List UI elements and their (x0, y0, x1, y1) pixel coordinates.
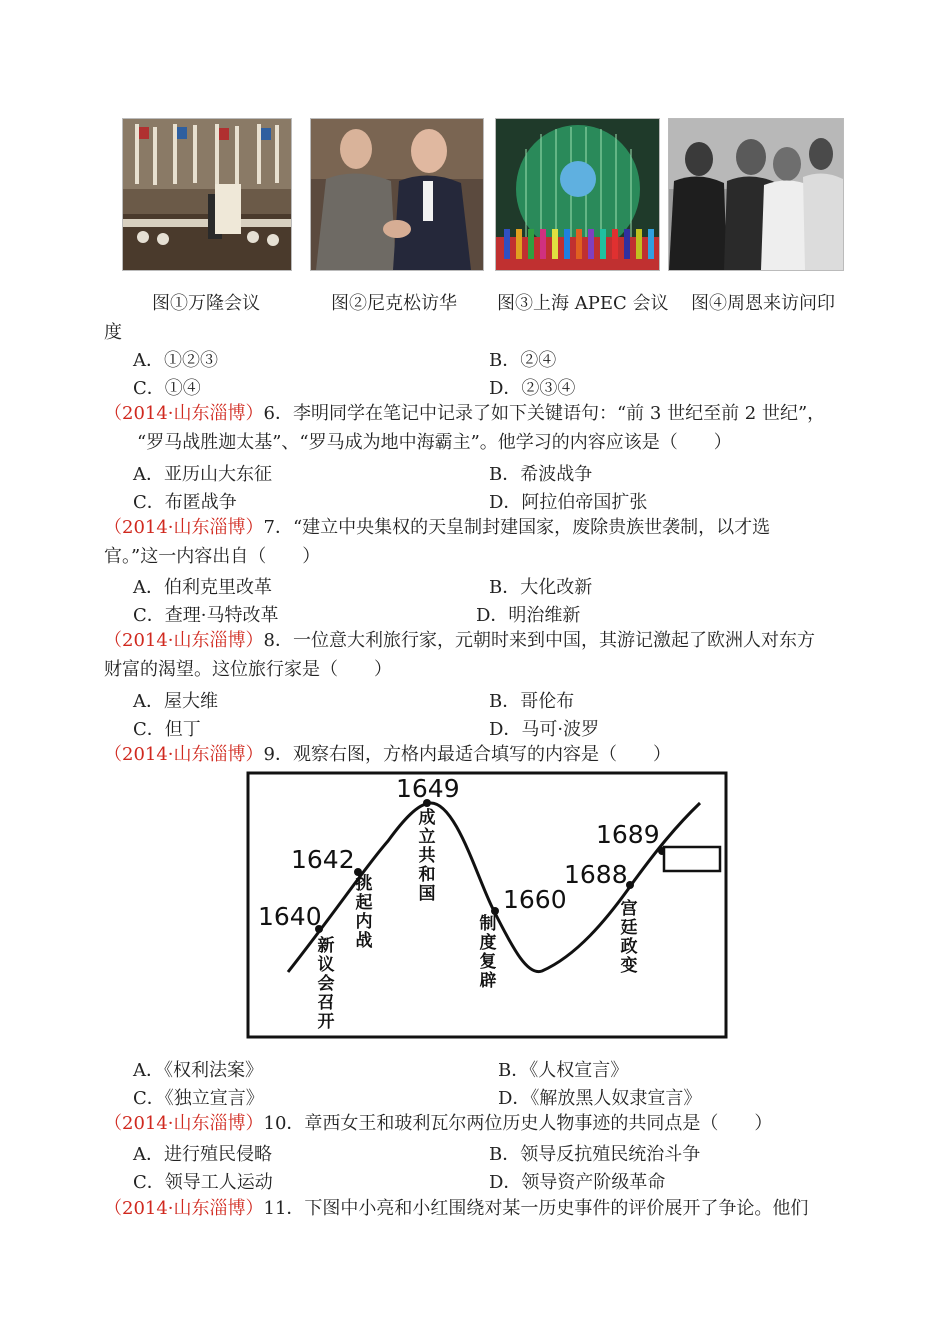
event-1660-char-1: 制 (479, 914, 497, 934)
q8-option-a: A．屋大维 (133, 691, 218, 712)
revolution-timeline-diagram (246, 771, 728, 1039)
event-1688-char-1: 宫 (620, 899, 638, 919)
apec-photo-illustration (496, 119, 659, 270)
event-1688-char-4: 变 (620, 956, 638, 976)
q9-option-c: C．《独立宣言》 (133, 1088, 264, 1109)
event-1660-char-3: 复 (479, 952, 497, 972)
q11-stem-line-1 (104, 1195, 808, 1223)
event-1640-char-4: 召 (317, 993, 335, 1013)
photo-zhou-enlai-india (668, 118, 844, 271)
year-1640: 1640 (258, 902, 322, 931)
event-1640-char-3: 会 (317, 974, 335, 994)
bandung-photo-illustration (123, 119, 291, 270)
photo-nixon-visit (310, 118, 484, 271)
year-1660: 1660 (503, 885, 567, 914)
event-1640-char-1: 新 (317, 936, 335, 956)
q5-option-d: D．②③④ (489, 378, 576, 399)
q7-stem-text-1: 7．“建立中央集权的天皇制封建国家，废除贵族世袭制，以才选 (263, 517, 771, 538)
caption-photo-3: 图③上海 APEC 会议 (497, 293, 669, 314)
event-1649-char-3: 共 (418, 846, 436, 866)
q8-stem-line-1 (104, 627, 815, 655)
q11-source: （2014·山东淄博） (104, 1198, 264, 1219)
event-1642-char-2: 起 (355, 893, 373, 913)
caption-photo-2: 图②尼克松访华 (331, 293, 457, 314)
q9-option-b: B．《人权宣言》 (498, 1060, 629, 1081)
q6-option-c: C．布匿战争 (133, 492, 237, 513)
q6-source: （2014·山东淄博） (104, 403, 264, 424)
q10-option-b: B．领导反抗殖民统治斗争 (489, 1144, 701, 1165)
q9-option-d: D．《解放黑人奴隶宣言》 (498, 1088, 702, 1109)
q10-stem-line-1 (104, 1110, 772, 1138)
q7-stem-line-2: 官。”这一内容出自（ ） (104, 546, 321, 567)
event-1642-char-4: 战 (355, 931, 373, 951)
event-1649-char-4: 和 (418, 865, 436, 885)
event-1649-char-5: 国 (418, 884, 436, 904)
event-1642-char-1: 挑 (355, 874, 373, 894)
q6-stem-line-2: “罗马战胜迦太基”、“罗马成为地中海霸主”。他学习的内容应该是（ ） (137, 432, 732, 453)
year-1642: 1642 (291, 845, 355, 874)
q7-source: （2014·山东淄博） (104, 517, 264, 538)
year-1688: 1688 (564, 860, 628, 889)
q6-stem-text-1: 6．李明同学在笔记中记录了如下关键语句：“前 3 世纪至前 2 世纪”， (263, 403, 826, 424)
q6-option-a: A．亚历山大东征 (133, 464, 272, 485)
year-1689: 1689 (596, 820, 660, 849)
event-1688-char-2: 廷 (620, 918, 638, 938)
q7-option-a: A．伯利克里改革 (133, 577, 272, 598)
q10-option-a: A．进行殖民侵略 (133, 1144, 272, 1165)
blank-answer-box[interactable] (664, 847, 720, 871)
q8-stem-text-1: 8．一位意大利旅行家，元朝时来到中国，其游记激起了欧洲人对东方 (263, 630, 815, 651)
nixon-photo-illustration (311, 119, 483, 270)
q10-stem-text-1: 10．章西女王和玻利瓦尔两位历史人物事迹的共同点是（ ） (263, 1113, 773, 1134)
q9-option-a: A．《权利法案》 (133, 1060, 263, 1081)
event-1640-char-2: 议 (317, 955, 335, 975)
q10-option-c: C．领导工人运动 (133, 1172, 273, 1193)
q6-option-d: D．阿拉伯帝国扩张 (489, 492, 648, 513)
event-1642-char-3: 内 (355, 912, 373, 932)
q7-option-b: B．大化改新 (489, 577, 593, 598)
q8-source: （2014·山东淄博） (104, 630, 264, 651)
event-1660-char-4: 辟 (479, 971, 497, 991)
q11-stem-text-1: 11．下图中小亮和小红围绕对某一历史事件的评价展开了争论。他们 (263, 1198, 809, 1219)
photo-shanghai-apec (495, 118, 660, 271)
q8-option-b: B．哥伦布 (489, 691, 575, 712)
zhou-photo-illustration (669, 119, 843, 270)
q5-option-b: B．②④ (489, 350, 557, 371)
q10-source: （2014·山东淄博） (104, 1113, 264, 1134)
q8-option-c: C．但丁 (133, 719, 201, 740)
event-1649-char-2: 立 (418, 827, 436, 847)
q7-option-c: C．查理·马特改革 (133, 605, 279, 626)
caption-photo-4: 图④周恩来访问印 (691, 293, 835, 314)
year-1649: 1649 (396, 774, 460, 803)
event-1640-char-5: 开 (317, 1012, 335, 1032)
q8-stem-line-2: 财富的渴望。这位旅行家是（ ） (104, 659, 392, 680)
q7-stem-line-1 (104, 514, 770, 542)
q9-stem-line-1 (104, 741, 671, 769)
event-1649-char-1: 成 (418, 808, 436, 828)
q6-option-b: B．希波战争 (489, 464, 593, 485)
q8-option-d: D．马可·波罗 (489, 719, 600, 740)
q5-option-c: C．①④ (133, 378, 201, 399)
q9-stem-text-1: 9．观察右图，方格内最适合填写的内容是（ ） (263, 744, 671, 765)
q5-option-a: A．①②③ (133, 350, 218, 371)
caption-wrap: 度 (104, 322, 122, 343)
event-1660-char-2: 度 (479, 933, 497, 953)
q6-stem-line-1 (104, 400, 825, 428)
photo-bandung-conference (122, 118, 292, 271)
q7-option-d: D．明治维新 (476, 605, 581, 626)
caption-photo-1: 图①万隆会议 (152, 293, 260, 314)
event-1688-char-3: 政 (620, 937, 638, 957)
q9-source: （2014·山东淄博） (104, 744, 264, 765)
q10-option-d: D．领导资产阶级革命 (489, 1172, 666, 1193)
